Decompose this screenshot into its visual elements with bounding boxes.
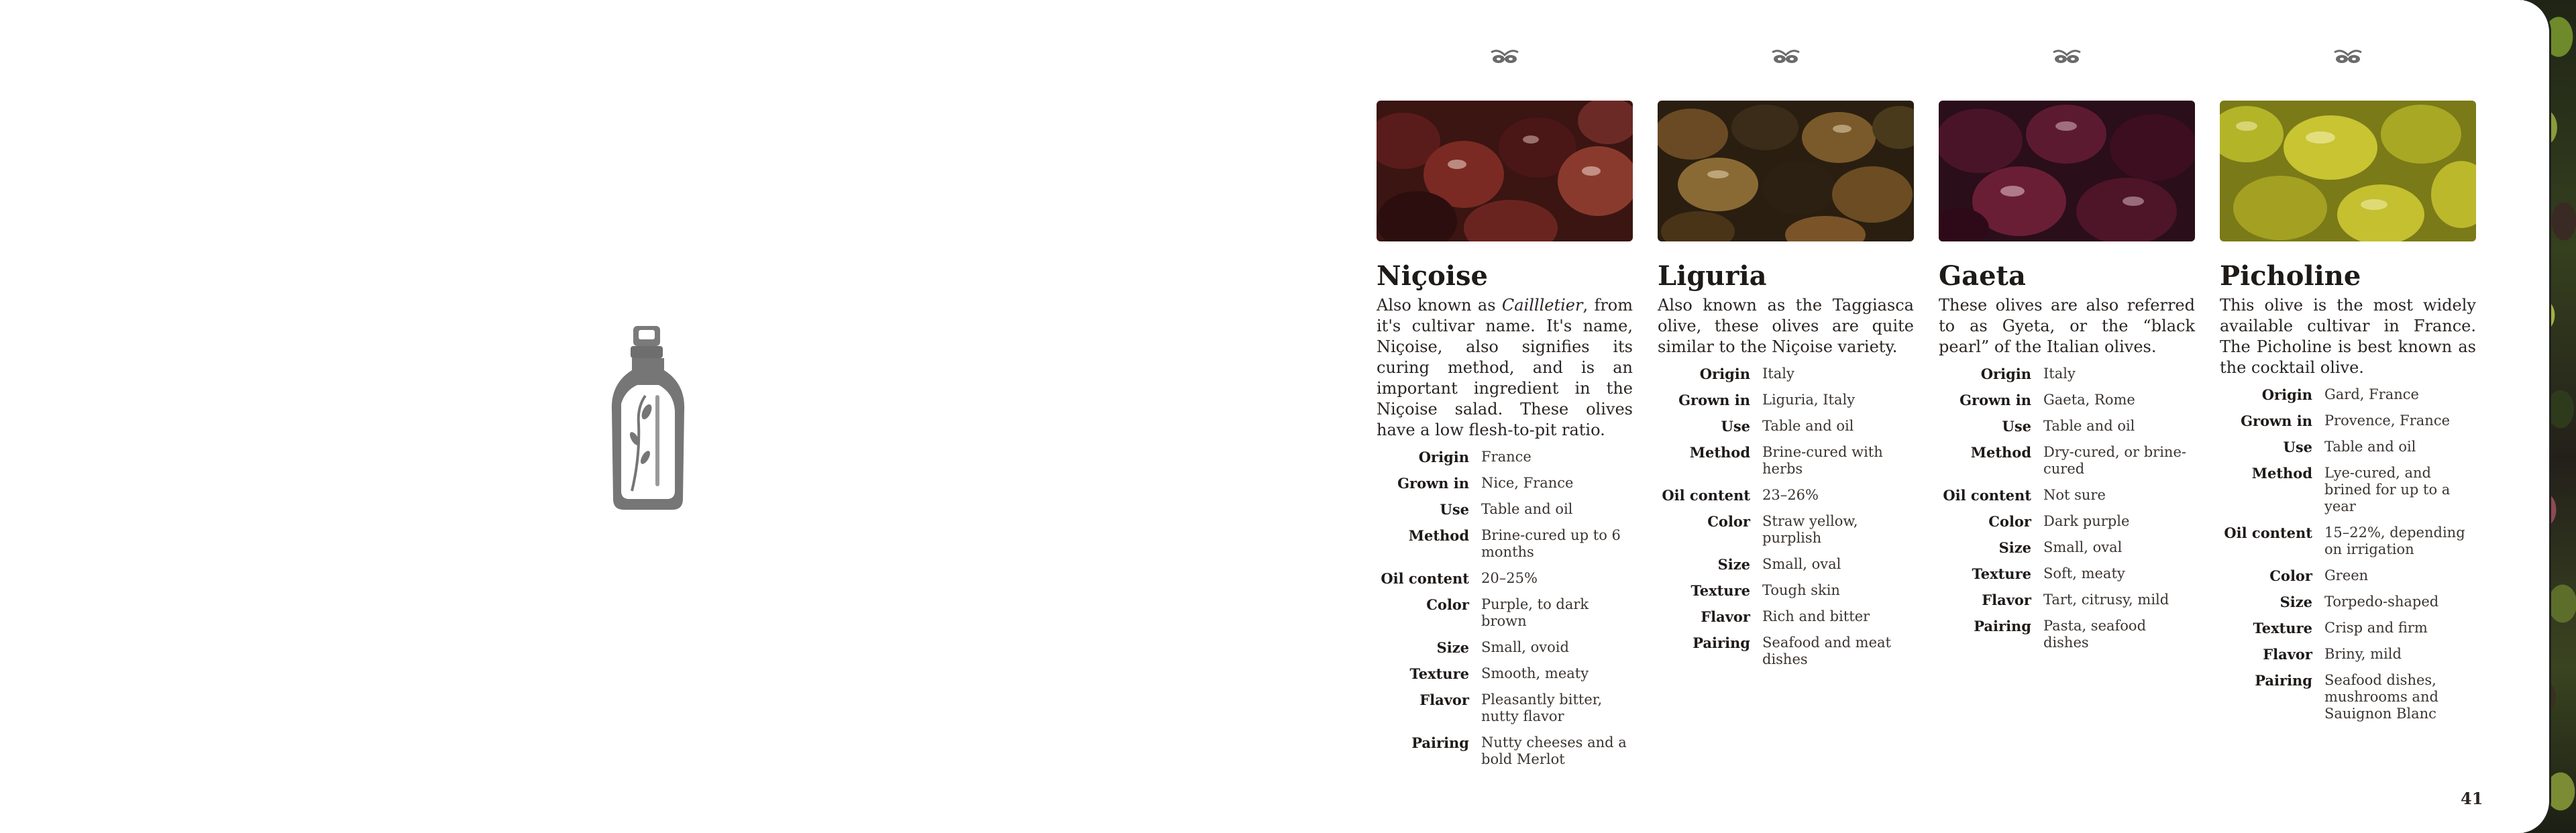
spec-row bbox=[1939, 392, 2195, 418]
spec-label: Oil content bbox=[1381, 570, 1469, 587]
olive-description: These olives are also referred to as Gyeta, or the “black pearl” of the Italian olives. bbox=[1939, 296, 2195, 356]
spec-value: Italy bbox=[1762, 366, 1794, 382]
olive-name: Niçoise bbox=[1377, 260, 1488, 292]
spec-value: 15–22%, depending on irrigation bbox=[2324, 524, 2465, 557]
spec-value: 23–26% bbox=[1762, 487, 1819, 503]
spec-value: Torpedo-shaped bbox=[2324, 594, 2439, 610]
spec-value: Tough skin bbox=[1762, 582, 1840, 598]
spec-value: Seafood dishes, mushrooms and Sauignon Blanc bbox=[2324, 672, 2438, 722]
spec-label: Size bbox=[1998, 539, 2031, 556]
spec-label: Grown in bbox=[1397, 475, 1469, 492]
spec-label: Pairing bbox=[2255, 672, 2312, 689]
spec-value: Nice, France bbox=[1481, 475, 1574, 491]
spec-label: Texture bbox=[1409, 665, 1469, 682]
spec-table bbox=[1939, 366, 2195, 661]
spec-table bbox=[1377, 449, 1633, 777]
olive-branch-ornament-icon bbox=[1489, 47, 1521, 67]
olive-branch-ornament-icon bbox=[2051, 47, 2083, 67]
spec-value: Straw yellow, purplish bbox=[1762, 513, 1858, 546]
spec-row bbox=[1939, 366, 2195, 392]
spec-label: Flavor bbox=[1701, 608, 1750, 625]
spec-row bbox=[2220, 465, 2476, 524]
olive-photo bbox=[1377, 101, 1633, 241]
spec-row bbox=[1658, 392, 1914, 418]
olive-photo bbox=[1658, 101, 1914, 241]
spec-row bbox=[1377, 475, 1633, 501]
spec-row bbox=[1377, 449, 1633, 475]
spec-row bbox=[1939, 487, 2195, 513]
spec-label: Oil content bbox=[2224, 524, 2312, 541]
page-edge bbox=[2475, 0, 2551, 833]
spec-table bbox=[1658, 366, 1914, 677]
spec-label: Pairing bbox=[1974, 618, 2031, 634]
spec-row bbox=[1939, 513, 2195, 539]
spec-row bbox=[2220, 386, 2476, 412]
spec-row bbox=[1939, 592, 2195, 618]
spec-label: Color bbox=[2269, 567, 2312, 584]
spec-value: France bbox=[1481, 449, 1532, 465]
spec-row bbox=[1658, 634, 1914, 677]
olive-branch-ornament-icon bbox=[1770, 47, 1802, 67]
spec-row bbox=[1377, 527, 1633, 570]
olive-card-liguria bbox=[1658, 47, 1914, 677]
spec-row bbox=[1377, 734, 1633, 777]
spec-row bbox=[1939, 418, 2195, 444]
spec-value: Table and oil bbox=[1762, 418, 1854, 434]
spec-value: Crisp and firm bbox=[2324, 620, 2428, 636]
spec-row bbox=[1939, 444, 2195, 487]
spec-row bbox=[1939, 539, 2195, 565]
spec-row bbox=[1377, 596, 1633, 639]
spec-label: Texture bbox=[1690, 582, 1750, 599]
spec-value: Small, ovoid bbox=[1481, 639, 1569, 655]
spec-value: Brine-cured up to 6 months bbox=[1481, 527, 1621, 560]
olive-name: Gaeta bbox=[1939, 260, 2026, 292]
spec-label: Flavor bbox=[2263, 646, 2312, 663]
spec-label: Texture bbox=[2253, 620, 2312, 636]
spec-row bbox=[1658, 366, 1914, 392]
spec-row bbox=[2220, 524, 2476, 567]
spec-label: Use bbox=[2002, 418, 2031, 435]
spec-row bbox=[1658, 556, 1914, 582]
spec-value: Pleasantly bitter, nutty flavor bbox=[1481, 691, 1603, 724]
spec-value: Nutty cheeses and a bold Merlot bbox=[1481, 734, 1627, 767]
spec-value: Table and oil bbox=[2324, 439, 2416, 455]
spec-value: Dry-cured, or brine-cured bbox=[2043, 444, 2186, 477]
spec-row bbox=[1658, 444, 1914, 487]
spec-label: Use bbox=[2283, 439, 2312, 455]
spec-label: Oil content bbox=[1662, 487, 1750, 504]
spec-label: Method bbox=[1689, 444, 1750, 461]
spec-label: Method bbox=[1408, 527, 1469, 544]
spec-row bbox=[2220, 412, 2476, 439]
spec-label: Oil content bbox=[1943, 487, 2031, 504]
spec-label: Origin bbox=[2261, 386, 2312, 403]
spec-label: Grown in bbox=[1678, 392, 1750, 408]
spec-label: Flavor bbox=[1982, 592, 2031, 608]
spec-label: Origin bbox=[1418, 449, 1469, 465]
page-number: 41 bbox=[2461, 789, 2483, 808]
spec-value: Italy bbox=[2043, 366, 2076, 382]
spec-row bbox=[2220, 567, 2476, 594]
spec-row bbox=[2220, 620, 2476, 646]
spec-label: Color bbox=[1707, 513, 1750, 530]
spec-value: Briny, mild bbox=[2324, 646, 2402, 662]
olive-photo bbox=[1939, 101, 2195, 241]
spec-row bbox=[1939, 618, 2195, 661]
spec-value: Seafood and meat dishes bbox=[1762, 634, 1891, 667]
spec-row bbox=[1377, 691, 1633, 734]
olive-description: Also known as Caillletier, from it's cultivar name. It's name, Niçoise, also signifies its curing method, and is an important ingredient in the Niçoise salad. These olives have a low flesh-to-pit ratio. bbox=[1377, 296, 1633, 439]
spec-label: Use bbox=[1721, 418, 1750, 435]
spec-label: Origin bbox=[1699, 366, 1750, 382]
spec-value: Provence, France bbox=[2324, 412, 2451, 429]
spec-label: Color bbox=[1426, 596, 1469, 613]
spec-value: Small, oval bbox=[1762, 556, 1841, 572]
spec-value: Liguria, Italy bbox=[1762, 392, 1856, 408]
spec-value: Brine-cured with herbs bbox=[1762, 444, 1883, 477]
olive-photo bbox=[2220, 101, 2476, 241]
olive-description: This olive is the most widely available cultivar in France. The Picholine is best known as the cocktail olive. bbox=[2220, 296, 2476, 377]
spec-row bbox=[2220, 646, 2476, 672]
olive-name: Liguria bbox=[1658, 260, 1767, 292]
spec-row bbox=[1377, 570, 1633, 596]
spec-value: Not sure bbox=[2043, 487, 2106, 503]
spec-label: Grown in bbox=[1960, 392, 2031, 408]
spec-row bbox=[2220, 594, 2476, 620]
spec-row bbox=[1377, 665, 1633, 691]
spec-value: Dark purple bbox=[2043, 513, 2130, 529]
spec-value: Purple, to dark brown bbox=[1481, 596, 1589, 629]
spec-label: Grown in bbox=[2241, 412, 2312, 429]
spec-value: Gaeta, Rome bbox=[2043, 392, 2135, 408]
spec-label: Pairing bbox=[1693, 634, 1750, 651]
spec-value: Tart, citrusy, mild bbox=[2043, 592, 2169, 608]
spec-row bbox=[1658, 487, 1914, 513]
spec-label: Use bbox=[1440, 501, 1469, 518]
spec-label: Pairing bbox=[1411, 734, 1469, 751]
spec-row bbox=[1658, 608, 1914, 634]
olive-oil-bottle-illustration bbox=[608, 323, 688, 512]
spec-value: Rich and bitter bbox=[1762, 608, 1870, 624]
olive-branch-ornament-icon bbox=[2332, 47, 2364, 67]
olive-card-gaeta bbox=[1939, 47, 2195, 661]
spec-label: Origin bbox=[1980, 366, 2031, 382]
spec-row bbox=[2220, 672, 2476, 732]
olive-description: Also known as the Taggiasca olive, these olives are quite similar to the Niçoise variety. bbox=[1658, 296, 1914, 356]
spec-value: Lye-cured, and brined for up to a year bbox=[2324, 465, 2451, 514]
spec-row bbox=[2220, 439, 2476, 465]
spec-row bbox=[1658, 513, 1914, 556]
spec-value: Gard, France bbox=[2324, 386, 2419, 402]
olive-name: Picholine bbox=[2220, 260, 2361, 292]
spec-row bbox=[1377, 639, 1633, 665]
spec-value: Smooth, meaty bbox=[1481, 665, 1589, 681]
olive-card-nicoise bbox=[1377, 47, 1633, 777]
spec-row bbox=[1658, 582, 1914, 608]
spec-label: Size bbox=[1436, 639, 1469, 656]
spec-label: Texture bbox=[1972, 565, 2031, 582]
spec-value: Green bbox=[2324, 567, 2369, 584]
spec-label: Color bbox=[1988, 513, 2031, 530]
spec-row bbox=[1939, 565, 2195, 592]
spec-value: 20–25% bbox=[1481, 570, 1538, 586]
spec-table bbox=[2220, 386, 2476, 732]
spec-row bbox=[1377, 501, 1633, 527]
spec-row bbox=[1658, 418, 1914, 444]
spec-label: Flavor bbox=[1419, 691, 1469, 708]
spec-value: Pasta, seafood dishes bbox=[2043, 618, 2147, 651]
spec-label: Size bbox=[1717, 556, 1750, 573]
olive-card-picholine bbox=[2220, 47, 2476, 732]
spec-value: Table and oil bbox=[2043, 418, 2135, 434]
spec-value: Soft, meaty bbox=[2043, 565, 2125, 581]
spec-value: Table and oil bbox=[1481, 501, 1573, 517]
spec-value: Small, oval bbox=[2043, 539, 2123, 555]
spec-label: Method bbox=[1970, 444, 2031, 461]
spec-label: Method bbox=[2251, 465, 2312, 482]
spec-label: Size bbox=[2279, 594, 2312, 610]
